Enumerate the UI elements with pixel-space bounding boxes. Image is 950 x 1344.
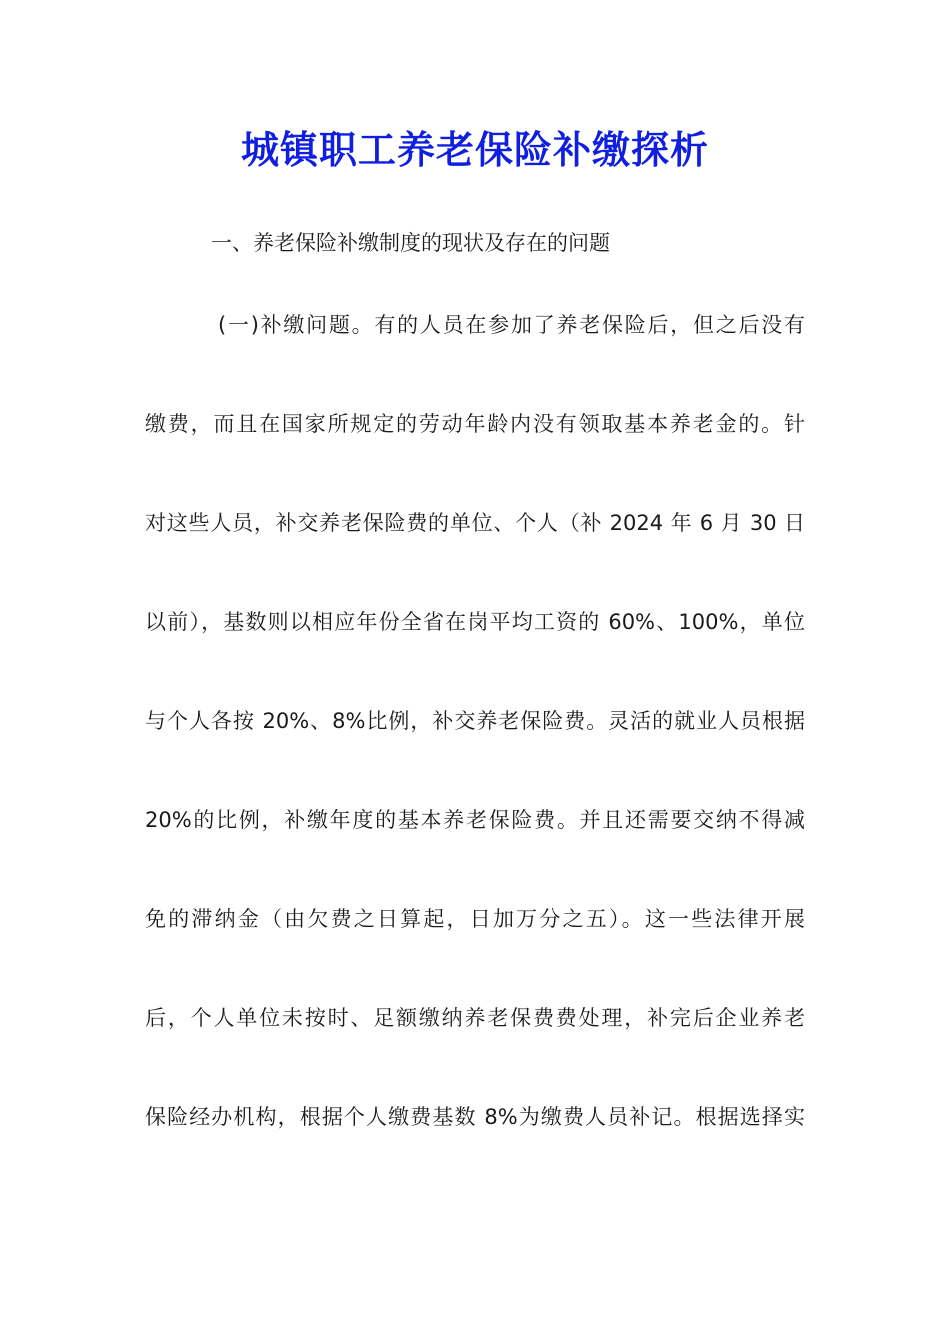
paragraph-line: 20%的比例，补缴年度的基本养老保险费。并且还需要交纳不得减 <box>145 808 805 832</box>
paragraph-line: 后，个人单位未按时、足额缴纳养老保费费处理，补完后企业养老 <box>145 1006 805 1030</box>
paragraph-line: 对这些人员，补交养老保险费的单位、个人（补 2024 年 6 月 30 日 <box>145 511 805 535</box>
paragraph-line: 缴费，而且在国家所规定的劳动年龄内没有领取基本养老金的。针 <box>145 412 805 436</box>
section-heading: 一、养老保险补缴制度的现状及存在的问题 <box>211 231 610 255</box>
paragraph-line: 免的滞纳金（由欠费之日算起，日加万分之五）。这一些法律开展 <box>145 907 805 931</box>
paragraph-line: 保险经办机构，根据个人缴费基数 8%为缴费人员补记。根据选择实 <box>145 1105 805 1129</box>
paragraph-line: (一)补缴问题。有的人员在参加了养老保险后，但之后没有 <box>218 313 805 337</box>
document-title: 城镇职工养老保险补缴探析 <box>240 127 709 172</box>
paragraph-line: 与个人各按 20%、8%比例，补交养老保险费。灵活的就业人员根据 <box>145 709 805 733</box>
paragraph-line: 以前），基数则以相应年份全省在岗平均工资的 60%、100%，单位 <box>145 610 805 634</box>
